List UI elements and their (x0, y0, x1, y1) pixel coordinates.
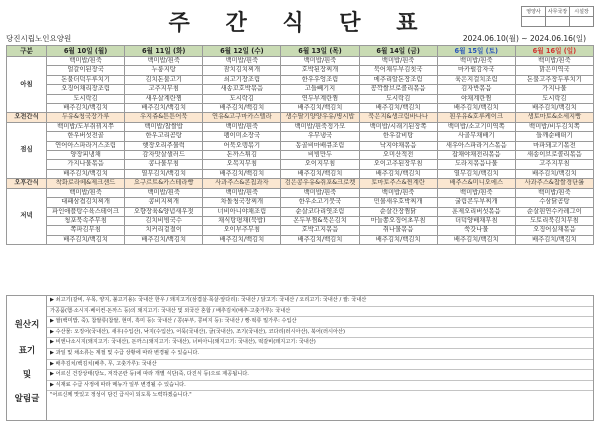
category-header: 구분 (7, 46, 47, 57)
menu-item: 맑은미역국 (515, 66, 593, 75)
day-header: 6월 10일 (월) (47, 46, 125, 57)
menu-item: 오미산적전 (359, 151, 437, 160)
menu-item: 잠치김치찌개 (203, 66, 281, 75)
notice-line: ▶ 쌀(백미밥, 죽), 찹쌀류(찹쌀, 현미, 흑미 등): 국내산 / 콩(두부, 콩비지 등): 국내산 / 빵·떡류 밀가루: 수입산 (47, 317, 593, 328)
notice-line: ▶ 어르신 건강상태(당뇨, 저작곤란 등)에 따라 개별 식단(죽, 다진식 등)으로 제공됩니다. (47, 370, 593, 381)
notice-line: ▶ 과일 및 채소류는 계절 및 수급 상황에 따라 변경될 수 있습니다. (47, 349, 593, 360)
menu-item: 백미밥/흰죽 (515, 57, 593, 66)
menu-item: 야채계란찜 (437, 94, 515, 103)
menu-item: 햇장오리주물럭 (125, 141, 203, 150)
menu-item: 돈불고추장두루치기 (515, 75, 593, 84)
meal-row (7, 104, 594, 113)
menu-item: 사골무채배기 (437, 132, 515, 141)
menu-item: 김치비빔국수 (125, 216, 203, 225)
menu-item: 한우버섯전골 (47, 132, 125, 141)
menu-item: 오징어채리장조림 (47, 85, 125, 94)
menu-item: 우지쥬&튼튼어묵 (125, 113, 203, 122)
menu-item: 어묵오뎅볶기 (203, 141, 281, 150)
menu-item: 파인애플탕수육스테이크 (47, 207, 125, 216)
menu-item: 백미밥/흰죽 (281, 188, 359, 197)
menu-item: 펭이미소장국 (203, 132, 281, 141)
menu-item: 새송이브로콜리볶음 (515, 151, 593, 160)
menu-item: 배추김치/백김치 (47, 169, 125, 178)
menu-item: 백미밥/흰죽 (47, 57, 125, 66)
menu-item: 순살코다리엿조림 (281, 207, 359, 216)
menu-item: 토마토주스&찐계란 (359, 179, 437, 188)
menu-item: 마카펄감자국 (437, 66, 515, 75)
page-title: 주 간 식 단 표 (168, 10, 432, 36)
meal-row (7, 226, 594, 235)
menu-item: 도라지볶음나물 (437, 160, 515, 169)
menu-item: 돈까스튀김 (203, 151, 281, 160)
facility-name: 당진시립노인요양원 (6, 34, 72, 43)
menu-item: 백미밥/도부쥐꿔지쭈 (47, 122, 125, 131)
snack-row (7, 113, 594, 122)
menu-item: 사과주스&찹쌀경단롤 (515, 179, 593, 188)
meal-label: 오후간식 (7, 179, 47, 188)
menu-item: 백미밥/흰죽 (359, 188, 437, 197)
menu-item: 백미밥/흰죽 (437, 57, 515, 66)
snack-row (7, 179, 594, 188)
menu-item: 배추김치/백김치 (515, 235, 593, 244)
menu-item: 배추김치/백김치 (359, 235, 437, 244)
menu-item: 백미밥/소고기미역쪽 (437, 122, 515, 131)
menu-item: 콩나물무침 (125, 160, 203, 169)
menu-item: 고추지무침 (125, 85, 203, 94)
menu-item: 착화로라떼&제크샌드 (47, 179, 125, 188)
menu-item: 배추김치/백김치 (203, 169, 281, 178)
meal-row (7, 57, 594, 66)
meal-row (7, 188, 594, 197)
menu-item: 연유&고구마카스텔라 (203, 113, 281, 122)
menu-item: 백미밥/흰죽 (437, 188, 515, 197)
menu-item: 배추김치/백김치 (515, 169, 593, 178)
menu-item: 연어아스파라거스조림 (47, 141, 125, 150)
menu-item: 도시락김 (203, 94, 281, 103)
title-bar (6, 4, 594, 34)
menu-item: 호박고지볶음 (281, 226, 359, 235)
menu-item: 새우살계란찜 (125, 94, 203, 103)
menu-item: 백미밥/흰죽정가모 (281, 122, 359, 131)
notice-label-line: 및 (22, 370, 32, 380)
menu-item: 백미밥/흰죽 (281, 57, 359, 66)
notice-lines (47, 296, 593, 420)
menu-item: 청포묵속주무침 (47, 216, 125, 225)
menu-item: 메추리알돈장조림 (359, 75, 437, 84)
menu-item: 감자맛살샐러드 (125, 151, 203, 160)
meal-label: 점심 (7, 122, 47, 178)
menu-item: 한우고리곰탕 (125, 132, 203, 141)
menu-item: 흰우유&호루케이크 (437, 113, 515, 122)
menu-item: 누룽지탕 (125, 66, 203, 75)
notice-line: ▶ 수산물: 오징어(국내산), 새우(수입산), 낙지(수입산), 어묵(국내산), 굴(국내산), 조기(국내산), 코다리(러시아산), 북어(러시아산) (47, 328, 593, 339)
menu-item: 백미밥/비두김치쪽 (515, 122, 593, 131)
menu-item: 오이부추무침 (203, 226, 281, 235)
menu-item: 김치돈불고기 (125, 75, 203, 84)
menu-item: 배추김치/백김치 (437, 235, 515, 244)
menu-item: 배추김치/백김치 (203, 235, 281, 244)
menu-item: 백미밥/흰죽 (359, 57, 437, 66)
day-header-row (7, 46, 594, 57)
menu-item: 쇠고기장조림 (203, 75, 281, 84)
menu-item: 너비아니야채조림 (203, 207, 281, 216)
menu-item: 새송꼬호박볶음 (203, 85, 281, 94)
meal-row (7, 235, 594, 244)
notice-label-line: 표기 (18, 346, 36, 356)
meal-label: 저녁 (7, 188, 47, 244)
menu-item: 배추김치/백김치 (47, 104, 125, 113)
menu-item: 백미밥/흰죽 (203, 122, 281, 131)
meal-row (7, 132, 594, 141)
day-header: 6월 16일 (일) (515, 46, 593, 57)
menu-item: 두유&청국장가루 (47, 113, 125, 122)
menu-item: 대패삼겹김치찌개 (47, 198, 125, 207)
menu-period: 2024.06.10(월) ~ 2024.06.16(일) (462, 34, 586, 43)
meal-row (7, 216, 594, 225)
menu-item: 도시락김 (47, 94, 125, 103)
approval-label: 시설장 (570, 7, 594, 17)
menu-item: 꽁깍쌀브로콜리볶음 (359, 85, 437, 94)
menu-item: 동골비마배큐조림 (281, 141, 359, 150)
menu-item: 배추김치/백김치 (281, 235, 359, 244)
notice-line: ▶ 배추김치/백김치(배추, 무, 고춧가루): 국내산 (47, 360, 593, 371)
menu-item: 배추김치/백김치 (125, 104, 203, 113)
approval-box (521, 6, 594, 27)
day-header: 6월 11일 (화) (125, 46, 203, 57)
notice-label-line: 알림글 (14, 394, 40, 404)
menu-item: 백미밥/찹쌀밥 (125, 122, 203, 131)
menu-item: 요구르트&카스테라빵 (125, 179, 203, 188)
menu-item: 한우우엉조림 (281, 75, 359, 84)
menu-item: 호박된장찌개 (281, 66, 359, 75)
menu-item: 묵은지&생크림바나나 (359, 113, 437, 122)
menu-item: 생수딸기양양우유/병시밥 (281, 113, 359, 122)
day-header: 6월 14일 (금) (359, 46, 437, 57)
meal-row (7, 75, 594, 84)
menu-item: 채식탕평채(묵밥) (203, 216, 281, 225)
weekly-menu-table (6, 45, 594, 245)
day-header: 6월 12일 (수) (203, 46, 281, 57)
menu-item: 백미밥/흰죽 (203, 57, 281, 66)
meal-row (7, 151, 594, 160)
signature-cell (546, 17, 570, 27)
menu-item: 고추지무침 (515, 160, 593, 169)
menu-item: 민물새우호박찌개 (359, 198, 437, 207)
menu-item: 가지나물 (515, 85, 593, 94)
day-header: 6월 15일 (토) (437, 46, 515, 57)
menu-item: 백미밥/흰죽 (203, 188, 281, 197)
meal-row (7, 94, 594, 103)
menu-item: 쪽파김무침 (47, 226, 125, 235)
menu-item: 순살흰연수카레그이 (515, 207, 593, 216)
menu-item: 사과주스&콘칩과자 (203, 179, 281, 188)
menu-item: 치커리겉절이 (125, 226, 203, 235)
meal-row (7, 141, 594, 150)
menu-item: 연두부계란찜 (281, 94, 359, 103)
meal-row (7, 169, 594, 178)
menu-item: 마늘쫑오징어초무침 (359, 216, 437, 225)
menu-item: 배추김치/백김치 (359, 169, 437, 178)
menu-item: 잡채야채전리볶음 (437, 151, 515, 160)
menu-item: 마파돼고기볶전 (515, 141, 593, 150)
menu-item: 배추김치/백김치 (281, 104, 359, 113)
meal-label: 아침 (7, 57, 47, 113)
menu-item: 열무김치/백김치 (125, 169, 203, 178)
menu-item: 백미밥/흰죽 (515, 188, 593, 197)
day-header: 6월 13일 (목) (281, 46, 359, 57)
menu-item: 온두부찜&묵은김치 (281, 216, 359, 225)
menu-item: 육은지걸치조림 (437, 75, 515, 84)
menu-item: 오이지무침 (281, 160, 359, 169)
menu-item: 배추김치/백김치 (281, 169, 359, 178)
menu-item: 생토마토&소세지빵 (515, 113, 593, 122)
notice-line: 가공품(햄·소시지·베이컨·돈까스 등)의 돼지고기: 국내산 및 외국산 혼합 / 배추김치(배추·고춧가루): 국내산 (47, 307, 593, 318)
signature-cell (570, 17, 594, 27)
menu-item: 열무김치/백김치 (437, 169, 515, 178)
menu-item: 배추김치/백김치 (359, 104, 437, 113)
menu-item: 도토리묵김치무침 (515, 216, 593, 225)
meal-row (7, 207, 594, 216)
menu-item: 낙지야채볶음 (359, 141, 437, 150)
subheader (6, 33, 594, 45)
menu-item: 배추김치/백김치 (515, 104, 593, 113)
menu-body (7, 57, 594, 245)
menu-item: 고들빼기지 (281, 85, 359, 94)
menu-item: 수삼닭곰탕 (515, 198, 593, 207)
meal-label: 오전간식 (7, 113, 47, 122)
approval-label: 사무국장 (546, 7, 570, 17)
menu-item: 콩비지찌개 (125, 198, 203, 207)
signature-cell (522, 17, 546, 27)
meal-row (7, 160, 594, 169)
menu-item: 배추김치/백김치 (47, 235, 125, 244)
menu-item: 더덕양배채무침 (437, 216, 515, 225)
notice-line: "어르신께 맛있고 정성이 담긴 급식이 되도록 노력하겠습니다." (50, 392, 192, 399)
meal-row (7, 122, 594, 131)
menu-item: 한우갈비탕 (359, 132, 437, 141)
menu-item: 배추김치/백김치 (203, 104, 281, 113)
menu-item: 취나물볶음 (359, 226, 437, 235)
menu-item: 굴림콘두부찌개 (437, 198, 515, 207)
menu-item: 배추김치/백김치 (437, 104, 515, 113)
menu-item: 오징어실채볶음 (515, 226, 593, 235)
menu-item: 백미밥/흰죽 (125, 57, 203, 66)
menu-item: 새우아스파라거스볶음 (437, 141, 515, 150)
menu-item: 백미밥/시래기된장쪽 (359, 122, 437, 131)
menu-item: 비빔만두 (281, 151, 359, 160)
menu-item: 차돌청국장찌개 (203, 198, 281, 207)
notice-line: ▶ 쇠고기(갈비, 우목, 양지, 불고기용): 국내산 한우 / 돼지고기(삼겹살·목살·앞다리): 국내산 / 닭고기: 국내산 / 오리고기: 국내산 / 쌀: 국내산 (47, 296, 593, 307)
menu-item: 김자반볶음 (437, 85, 515, 94)
menu-item: 우무냉국 (281, 132, 359, 141)
menu-item: 들깨순배떠기 (515, 132, 593, 141)
menu-item: 오향장육&양념새우젓 (125, 207, 203, 216)
meal-row (7, 66, 594, 75)
menu-item: 검은콩우유&쥐포&크로켓 (281, 179, 359, 188)
menu-item: 배주스&미니오에스 (437, 179, 515, 188)
notice-label (7, 296, 47, 420)
menu-item: 가지나물볶음 (47, 160, 125, 169)
menu-item: 백미밥/흰죽 (47, 188, 125, 197)
menu-item: 백미밥/흰죽 (125, 188, 203, 197)
menu-item: 얼갈이된장국 (47, 66, 125, 75)
menu-item: 도시락김 (359, 94, 437, 103)
menu-item: 쑥갓나물 (437, 226, 515, 235)
menu-item: 한우소고기뭇국 (281, 198, 359, 207)
menu-item: 돈불더덕두루치기 (47, 75, 125, 84)
meal-row (7, 198, 594, 207)
menu-item: 배추김치/백김치 (125, 235, 203, 244)
menu-item: 훈제오리버섯볶음 (437, 207, 515, 216)
notice-line: ▶ 식재료 수급 사정에 따라 메뉴가 일부 변경될 수 있습니다. (47, 381, 593, 392)
notice-line: ▶ 비엔나소시지(돼지고기: 국내산), 돈까스(돼지고기: 국내산), 너비아니(돼지고기: 국내산), 떡갈비(돼지고기: 국내산) (47, 338, 593, 349)
menu-item: 오복지무침 (203, 160, 281, 169)
notice-label-line: 원산지 (14, 320, 40, 330)
menu-item: 북어채두부김칫국 (359, 66, 437, 75)
meal-row (7, 85, 594, 94)
menu-item: 도시락김 (515, 94, 593, 103)
approval-label: 영양사 (522, 7, 546, 17)
menu-item: 오이고추된장무침 (359, 160, 437, 169)
menu-item: 양장피냉채 (47, 151, 125, 160)
menu-item: 순살간장찜닭 (359, 207, 437, 216)
origin-notice (6, 295, 594, 421)
